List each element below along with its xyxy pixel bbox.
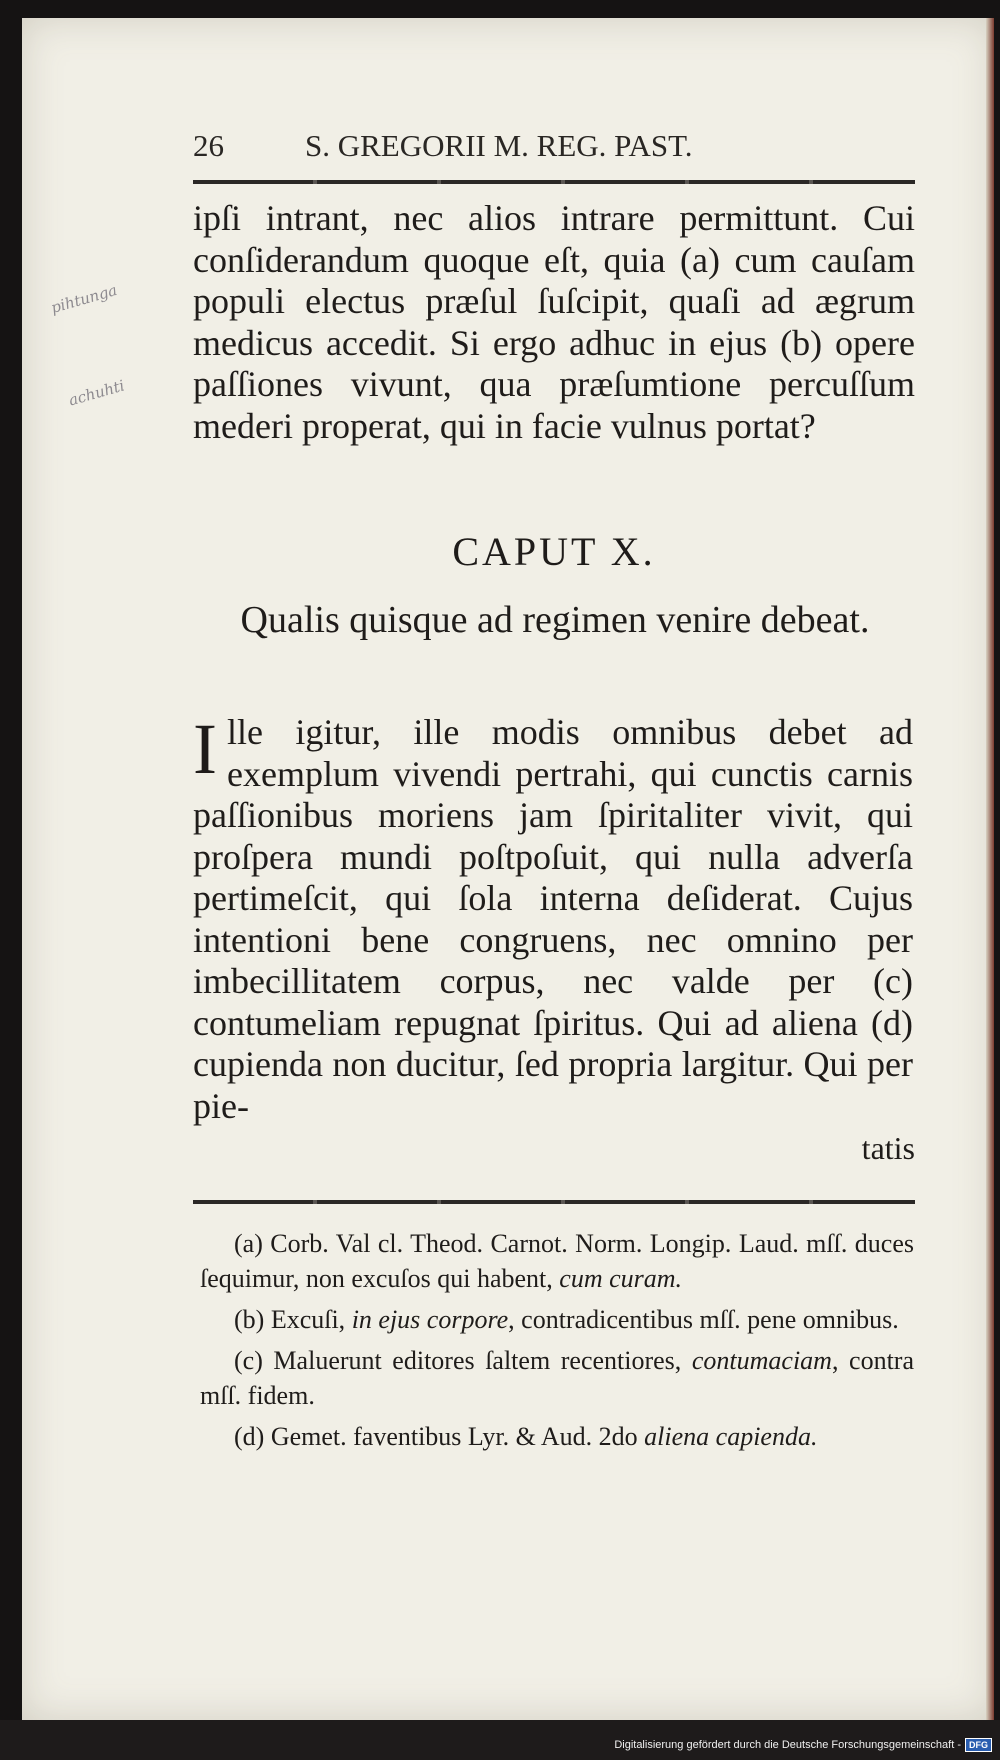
- footnote-c-post: , contra mſſ. fidem.: [200, 1346, 914, 1410]
- footnote-b-italic: in ejus corpore: [351, 1305, 509, 1334]
- footnote-c-italic: contumaciam: [691, 1346, 832, 1375]
- drop-initial: I: [193, 709, 217, 789]
- running-title: S. GREGORII M. REG. PAST.: [305, 128, 693, 163]
- digitization-credit-text: Digitalisierung gefördert durch die Deutsche Forschungsgemeinschaft -: [614, 1739, 961, 1751]
- paragraph-main: [193, 709, 913, 1127]
- page-number: 26: [193, 128, 224, 163]
- page-edge: [986, 18, 994, 1720]
- digitization-credit: [614, 1738, 992, 1752]
- paragraph-top: ipſi intrant, nec alios intrare permittunt. Cui conſiderandum quoque eſt, quia (a) cum cauſam populi electus præſul ſuſcipit, quaſi ad ægrum medicus accedit. Si ergo adhuc in ejus (b) opere paſſiones vivunt, qua præſumtione percuſſum mederi properat, qui in facie vulnus portat?: [193, 198, 915, 446]
- footnote-d-italic: aliena capienda.: [644, 1422, 818, 1451]
- footnote-d: [200, 1419, 914, 1454]
- footnote-b: [200, 1302, 914, 1337]
- footnote-rule: [193, 1200, 915, 1204]
- dfg-logo-icon: DFG: [965, 1738, 992, 1752]
- viewer-bottom-bar: [0, 1720, 1000, 1760]
- footnote-a-italic: cum curam.: [559, 1264, 683, 1293]
- footnotes: [200, 1226, 914, 1460]
- marginal-note-1: pihtunga: [48, 280, 120, 318]
- running-head: [193, 128, 913, 164]
- chapter-subtitle: Qualis quisque ad regimen venire debeat.: [240, 599, 870, 641]
- footnote-b-post: , contradicentibus mſſ. pene omnibus.: [508, 1305, 899, 1334]
- paragraph-main-text: lle igitur, ille modis omnibus debet ad exemplum vivendi pertrahi, qui cunctis carnis paſſionibus moriens jam ſpiritaliter vivit, qui proſpera mundi poſtpoſuit, qui nulla adverſa pertimeſcit, qui ſola interna deſiderat. Cujus intentioni bene congruens, nec omnino per imbecillitatem corpus, nec valde per (c) contumeliam repugnat ſpiritus. Qui ad aliena (d) cupienda non ducitur, ſed propria largitur. Qui per pie-: [193, 712, 913, 1126]
- footnote-c: [200, 1343, 914, 1413]
- footnote-c-pre: (c) Maluerunt editores ſaltem recentiores,: [234, 1346, 692, 1375]
- footnote-a-text: (a) Corb. Val cl. Theod. Carnot. Norm. Longip. Laud. mſſ. duces ſequimur, non excuſos qui habent,: [200, 1229, 914, 1293]
- footnote-b-pre: (b) Excuſi,: [234, 1305, 352, 1334]
- catchword: tatis: [861, 1130, 915, 1166]
- footnote-d-pre: (d) Gemet. faventibus Lyr. & Aud. 2do: [234, 1422, 645, 1451]
- header-rule: [193, 180, 915, 184]
- chapter-heading: CAPUT X.: [452, 529, 656, 574]
- marginal-note-2: achuhti: [66, 376, 127, 410]
- footnote-a: [200, 1226, 914, 1296]
